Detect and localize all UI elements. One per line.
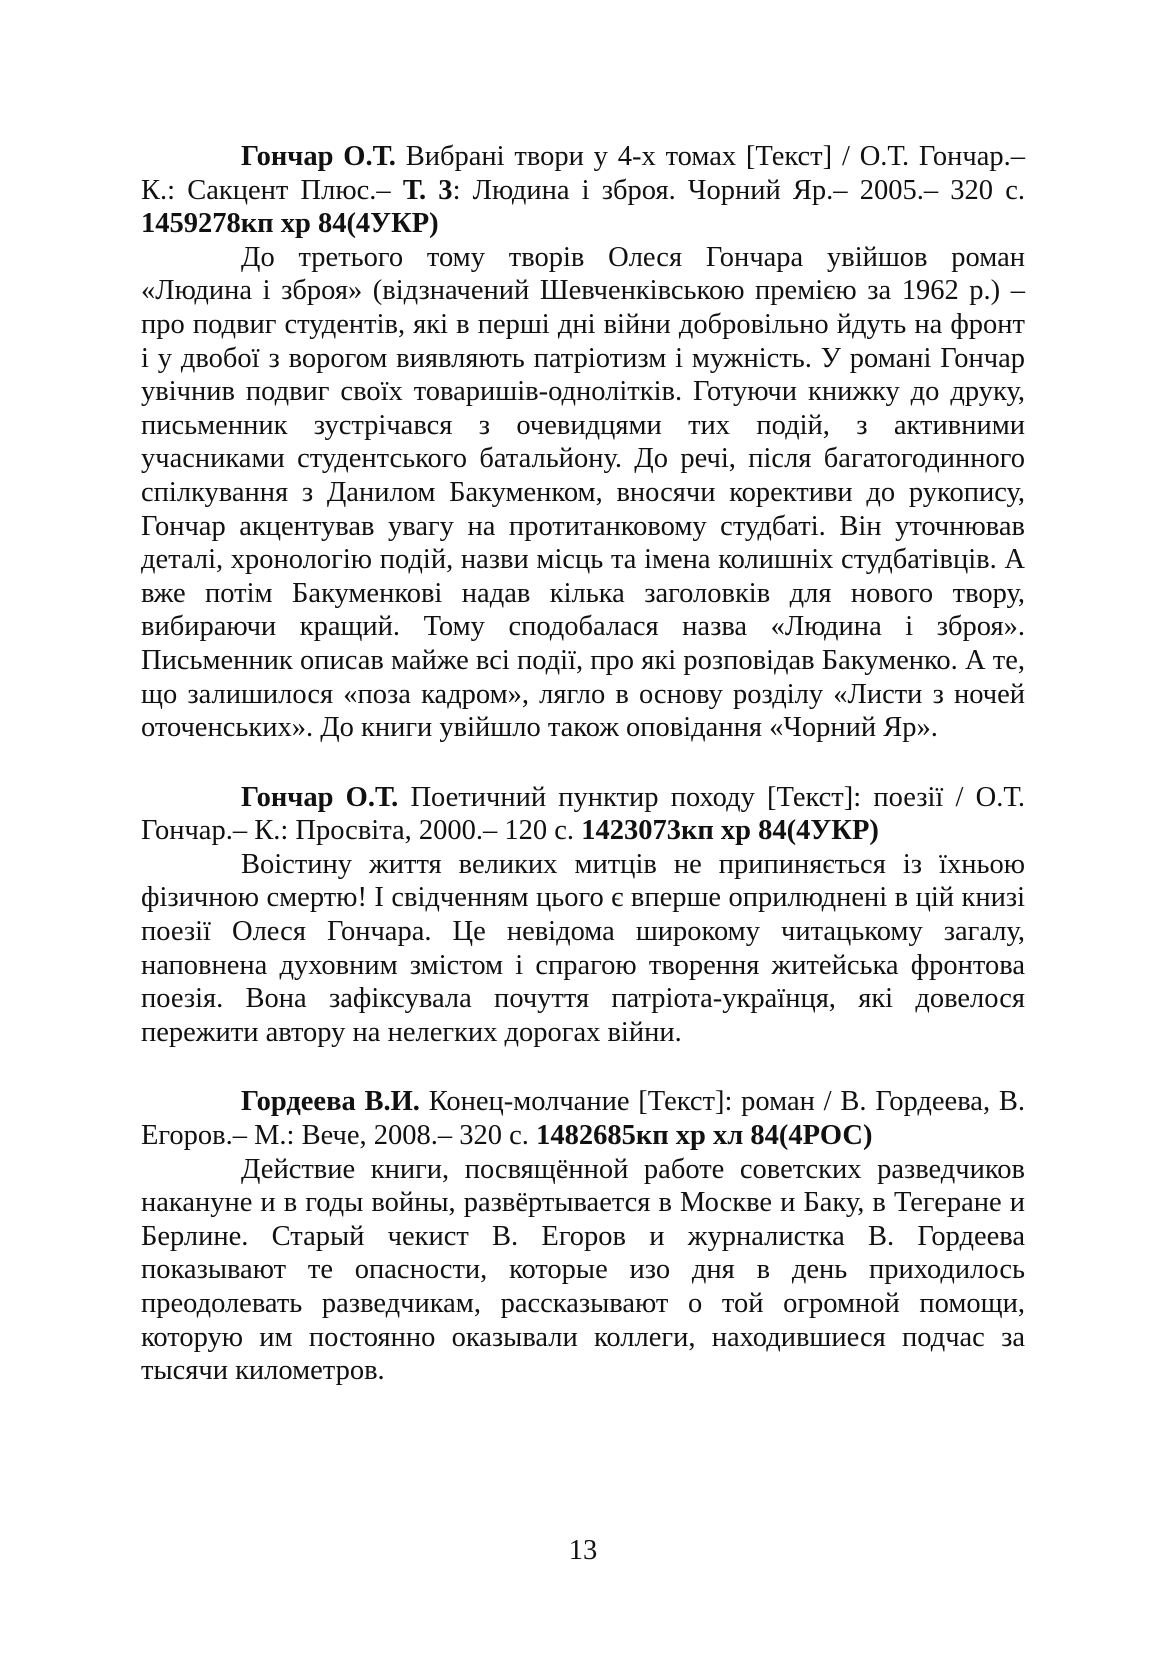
annotation-text: До третього тому творів Олеся Гончара увійшов роман «Людина і зброя» (відзначений Шевченківською премією за 1962 р.) – про подвиг студентів, які в перші дні війни добровільно йдуть на фронт і у двобої з ворогом виявляють патріотизм і мужність. У романі Гончар увічнив подвиг своїх товаришів-однолітків. Готуючи книжку до друку, письменник зустрічався з очевидцями тих подій, з активними учасниками студентського батальйону. До речі, після багатогодинного спілкування з Данилом Бакуменком, вносячи корективи до рукопису, Гончар акцентував увагу на протитанковому студбаті. Він уточнював деталі, хронологію подій, назви місць та імена колишніх студбатівців. А вже потім Бакуменкові надав кілька заголовків для нового твору, вибираючи кращий. Тому сподобалася назва «Людина і зброя». Письменник описав майже всі події, про які розповідав Бакуменко. А те, що залишилося «поза кадром», лягло в основу розділу «Листи з ночей оточенських». До книги увійшло також оповідання «Чорний Яр».: [141, 241, 1025, 744]
bibliography-entry-1: [141, 140, 1025, 745]
bibliography-entry-3: [141, 1085, 1025, 1387]
reference-text: Вибрані твори у 4-х томах [Текст] / О.Т. Гончар.– К.: Сакцент Плюс.–: [141, 141, 1026, 206]
bibliographic-reference: [141, 1085, 1025, 1152]
volume-number: Т. 3: [402, 174, 453, 206]
document-page: [141, 140, 1025, 1388]
author-name: Гончар О.Т.: [241, 141, 396, 172]
bibliographic-reference: [141, 140, 1025, 241]
shelfmark: 1482685кп хр хл 84(4РОС): [536, 1120, 873, 1152]
shelfmark: 1459278кп хр 84(4УКР): [141, 208, 439, 240]
author-name: Гончар О.Т.: [241, 781, 399, 813]
reference-text: Поетичний пунктир походу [Текст]: поезії / О.Т. Гончар.– К.: Просвіта, 2000.– 120 с.: [141, 781, 1026, 847]
bibliographic-reference: [141, 781, 1025, 848]
bibliography-entry-2: [141, 781, 1025, 1050]
annotation-text: Воістину життя великих митців не припиняється із їхньою фізичною смертю! І свідченням цього є вперше оприлюднені в цій книзі поезії Олеся Гончара. Це невідома широкому читацькому загалу, наповнена духовним змістом і спрагою творення житейська фронтова поезія. Вона зафіксувала почуття патріота-українця, які довелося пережити автору на нелегких дорогах війни.: [141, 848, 1025, 1048]
annotation-text: Действие книги, посвящённой работе советских разведчиков накануне и в годы войны, развёртывается в Москве и Баку, в Тегеране и Берлине. Старый чекист В. Егоров и журналистка В. Гордеева показывают те опасности, которые изо дня в день приходилось преодолевать разведчикам, рассказывают о той огромной помощи, которую им постоянно оказывали коллеги, находившиеся подчас за тысячи километров.: [141, 1153, 1025, 1387]
page-number: 13: [568, 1535, 598, 1566]
shelfmark: 1423073кп хр 84(4УКР): [581, 815, 879, 847]
reference-text: Конец-молчание [Текст]: роман / В. Гордеева, В. Егоров.– М.: Вече, 2008.– 320 с.: [141, 1086, 1025, 1152]
reference-tail: : Людина і зброя. Чорний Яр.– 2005.– 320 с.: [452, 174, 1025, 206]
author-name: Гордеева В.И.: [241, 1086, 420, 1118]
